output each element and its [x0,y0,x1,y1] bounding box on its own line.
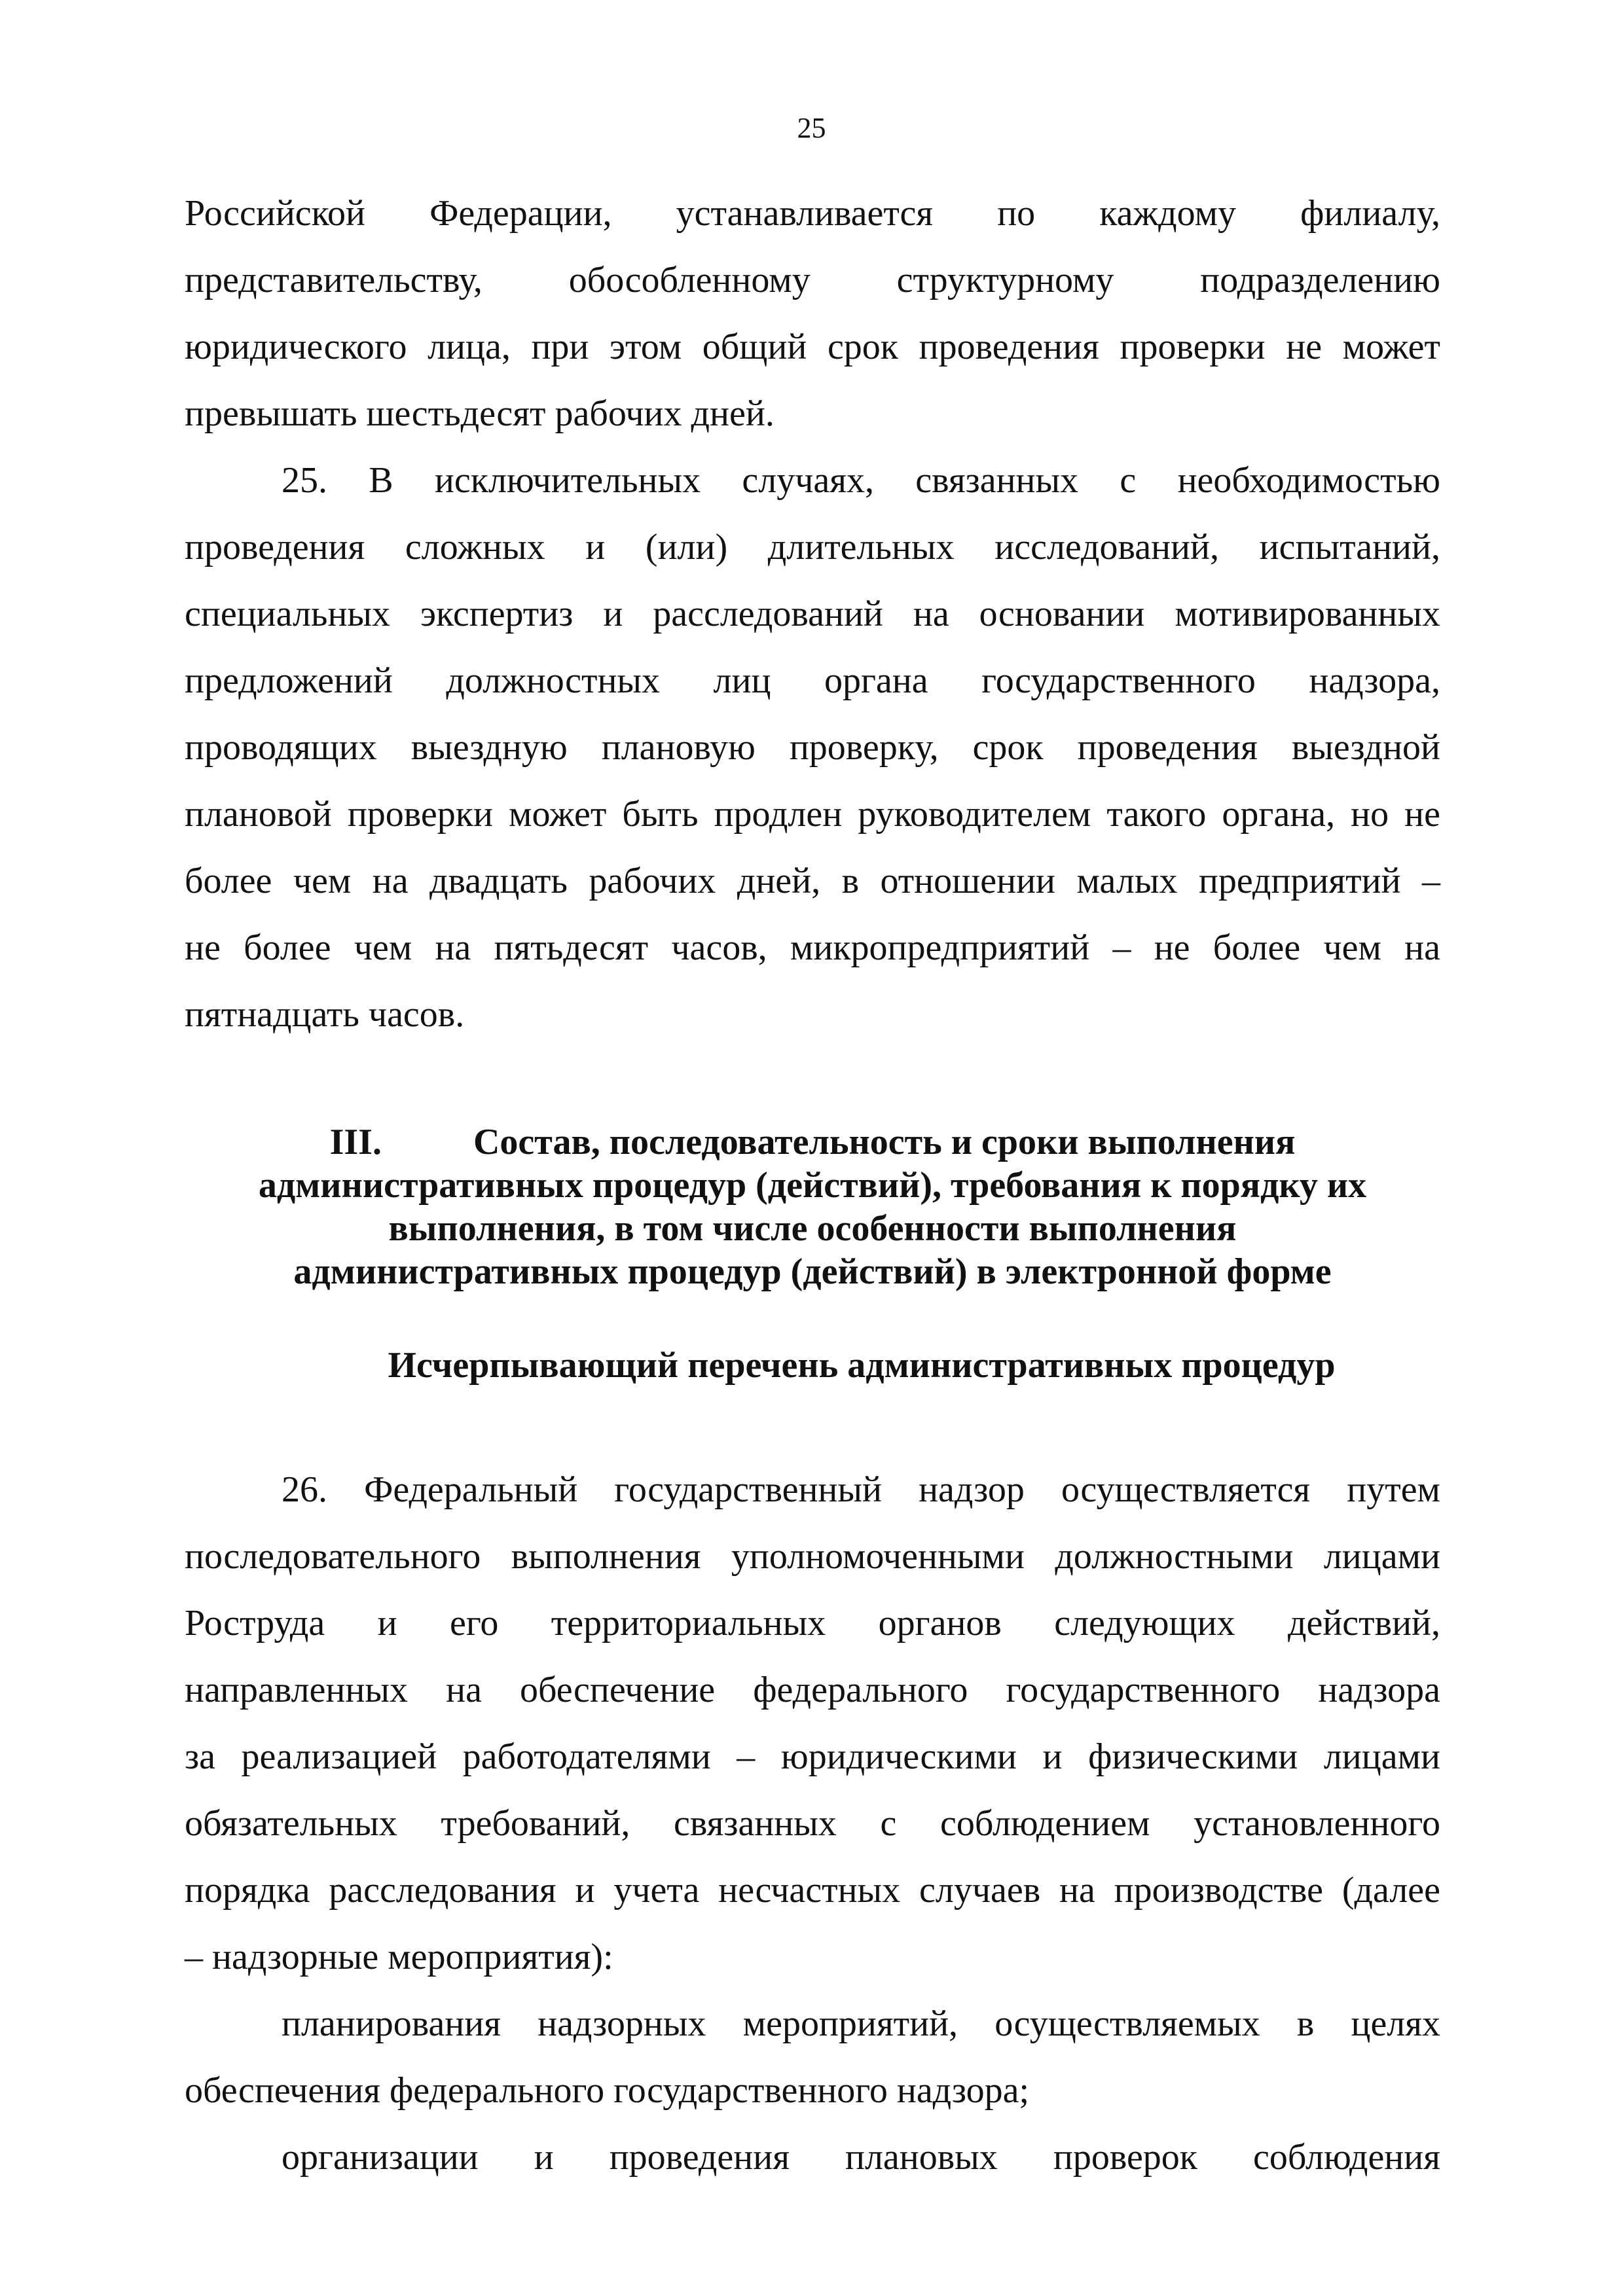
section-heading-line-4: административных процедур (действий) в электронной форме [293,1251,1332,1292]
text-line: – надзорные мероприятия): [185,1937,613,1977]
text-line: 25. В исключительных случаях, связанных с необходимостью [282,460,1440,501]
text-line: планирования надзорных мероприятий, осуществляемых в целях [282,2003,1440,2044]
text-line: не более чем на пятьдесят часов, микропредприятий – не более чем на [185,927,1440,968]
text-line: специальных экспертиз и расследований на основании мотивированных [185,594,1440,634]
paragraph-26 [185,1456,1440,2191]
section-heading [185,1121,1440,1293]
section-title-part: Состав, последовательность и сроки выполнения [473,1122,1296,1162]
text-line: юридического лица, при этом общий срок проведения проверки не может [185,327,1440,367]
subsection-heading: Исчерпывающий перечень административных процедур [388,1345,1336,1386]
text-line: предложений должностных лиц органа государственного надзора, [185,660,1440,701]
text-line: проведения сложных и (или) длительных исследований, испытаний, [185,527,1440,567]
text-line: за реализацией работодателями – юридическими и физическими лицами [185,1736,1440,1777]
text-line: проводящих выездную плановую проверку, срок проведения выездной [185,727,1440,768]
section-heading-line-2: административных процедур (действий), требования к порядку их [258,1165,1367,1206]
paragraph-continuation [185,180,1440,1048]
text-line: Роструда и его территориальных органов следующих действий, [185,1603,1440,1643]
text-line: превышать шестьдесят рабочих дней. [185,393,775,434]
text-line: последовательного выполнения уполномоченными должностными лицами [185,1536,1440,1577]
text-line: Российской Федерации, устанавливается по каждому филиалу, [185,193,1440,234]
section-numeral: III. [329,1122,382,1162]
section-heading-line-3: выполнения, в том числе особенности выполнения [388,1208,1237,1249]
text-line: плановой проверки может быть продлен руководителем такого органа, но не [185,794,1440,834]
text-line: более чем на двадцать рабочих дней, в отношении малых предприятий – [185,861,1440,901]
text-line: пятнадцать часов. [185,994,465,1035]
text-line: порядка расследования и учета несчастных случаев на производстве (далее [185,1870,1440,1910]
text-line: 26. Федеральный государственный надзор осуществляется путем [282,1469,1440,1510]
text-line: организации и проведения плановых проверок соблюдения [282,2137,1440,2178]
section-heading-line-1 [185,1121,1440,1164]
text-line: представительству, обособленному структурному подразделению [185,260,1440,300]
text-line: обязательных требований, связанных с соблюдением установленного [185,1803,1440,1844]
text-line: обеспечения федерального государственного надзора; [185,2070,1030,2111]
text-line: направленных на обеспечение федерального государственного надзора [185,1670,1440,1710]
page-number: 25 [797,112,826,144]
